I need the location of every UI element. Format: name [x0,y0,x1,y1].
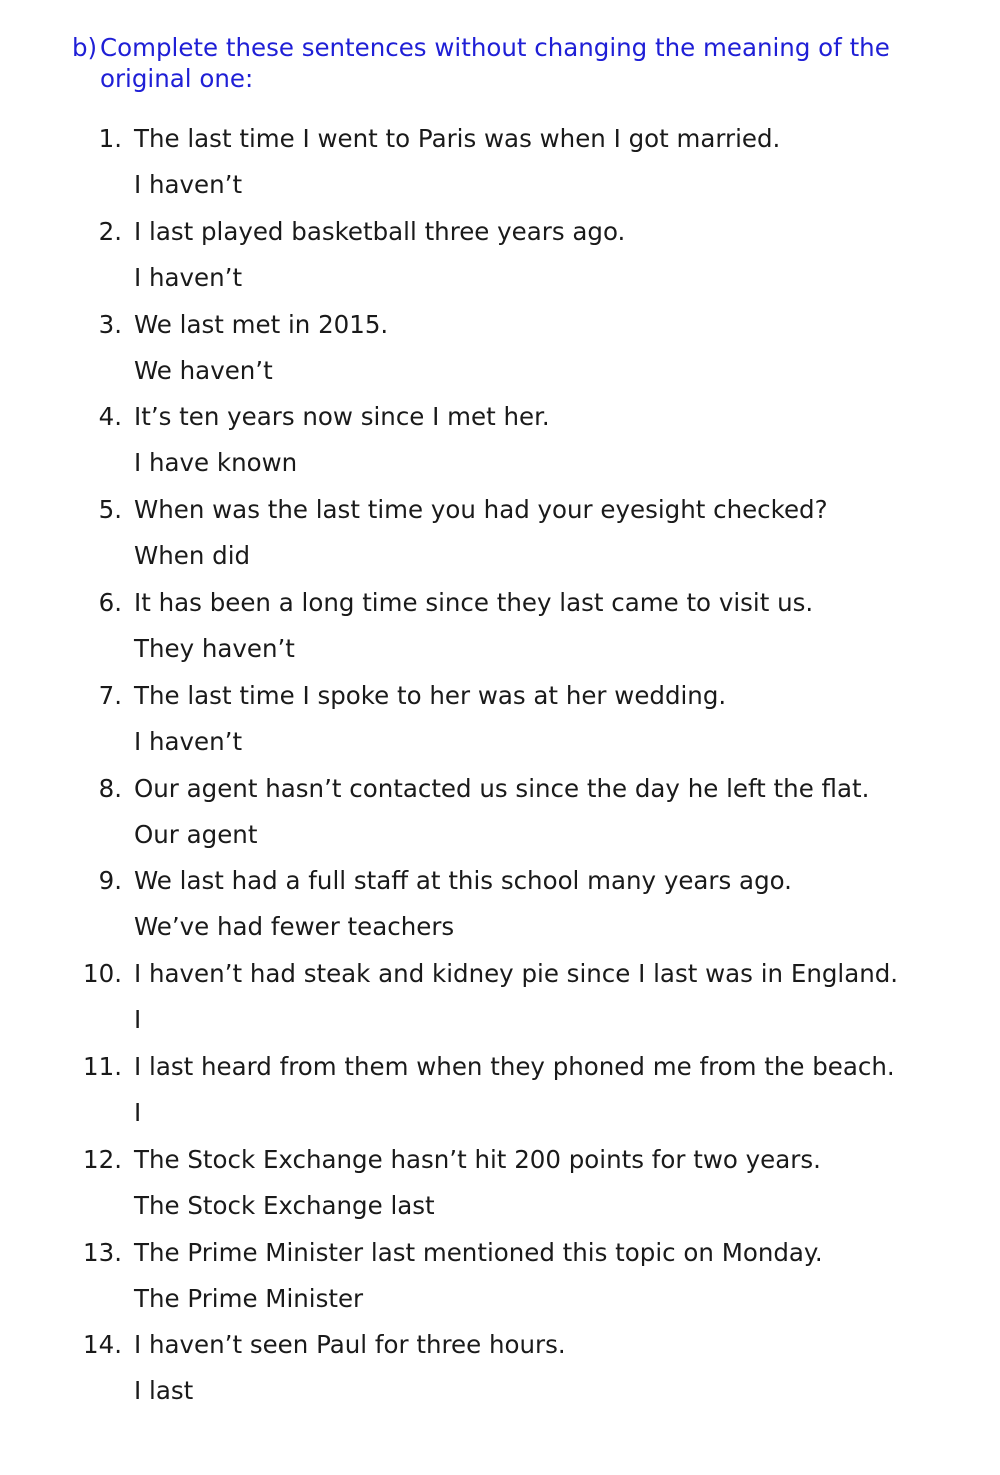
item-number: 13. [83,1237,122,1267]
original-sentence: I haven’t had steak and kidney pie since I last was in England. [134,959,899,989]
exercise-list [0,122,1000,1421]
item-number: 10. [83,959,122,989]
item-number: 12. [83,1144,122,1174]
exercise-instruction: Complete these sentences without changing the meaning of the original one: [100,33,890,93]
original-sentence: I last played basketball three years ago. [134,216,626,246]
original-sentence: The last time I went to Paris was when I got married. [134,124,781,153]
rewrite-prompt: We haven’t [134,355,273,385]
original-sentence: I haven’t seen Paul for three hours. [134,1330,566,1360]
item-number: 3. [98,309,122,339]
rewrite-prompt: I have known [134,448,298,478]
exercise-item-4 [0,400,1000,493]
original-sentence: It’s ten years now since I met her. [134,402,550,432]
rewrite-prompt: I haven’t [134,262,243,292]
item-number: 9. [98,866,122,896]
exercise-item-8 [0,772,1000,865]
rewrite-prompt: I [134,1005,142,1035]
original-sentence: We last had a full staff at this school many years ago. [134,866,792,896]
rewrite-prompt: When did [134,541,251,571]
exercise-item-11 [0,1050,1000,1143]
rewrite-prompt: They haven’t [134,633,295,663]
item-number: 1. [98,124,122,153]
item-number: 8. [98,773,122,803]
original-sentence: It has been a long time since they last came to visit us. [134,587,814,617]
rewrite-prompt: The Prime Minister [134,1283,364,1313]
exercise-item-12 [0,1143,1000,1236]
exercise-item-14 [0,1328,1000,1421]
original-sentence: The Stock Exchange hasn’t hit 200 points for two years. [134,1144,821,1174]
exercise-item-2 [0,215,1000,308]
item-number: 11. [83,1051,122,1081]
original-sentence: I last heard from them when they phoned me from the beach. [134,1051,895,1081]
exercise-letter: b) [72,33,98,62]
item-number: 2. [98,216,122,246]
original-sentence: We last met in 2015. [134,309,389,339]
original-sentence: Our agent hasn’t contacted us since the day he left the flat. [134,773,870,803]
exercise-item-6 [0,586,1000,679]
item-number: 5. [98,495,122,525]
rewrite-prompt: I haven’t [134,726,243,756]
rewrite-prompt: I haven’t [134,170,243,199]
exercise-item-13 [0,1236,1000,1329]
rewrite-prompt: I last [134,1376,194,1406]
rewrite-prompt: I [134,1097,142,1127]
exercise-item-5 [0,493,1000,586]
rewrite-prompt: The Stock Exchange last [134,1190,435,1220]
item-number: 4. [98,402,122,432]
exercise-item-7 [0,679,1000,772]
item-number: 7. [98,680,122,710]
rewrite-prompt: Our agent [134,819,258,849]
exercise-item-10 [0,957,1000,1050]
original-sentence: When was the last time you had your eyesight checked? [134,495,828,525]
exercise-item-1 [0,122,1000,215]
exercise-item-3 [0,308,1000,401]
original-sentence: The Prime Minister last mentioned this topic on Monday. [134,1237,823,1267]
exercise-heading [72,32,932,94]
item-number: 6. [98,587,122,617]
rewrite-prompt: We’ve had fewer teachers [134,912,455,942]
item-number: 14. [83,1330,122,1360]
original-sentence: The last time I spoke to her was at her wedding. [134,680,727,710]
exercise-item-9 [0,864,1000,957]
